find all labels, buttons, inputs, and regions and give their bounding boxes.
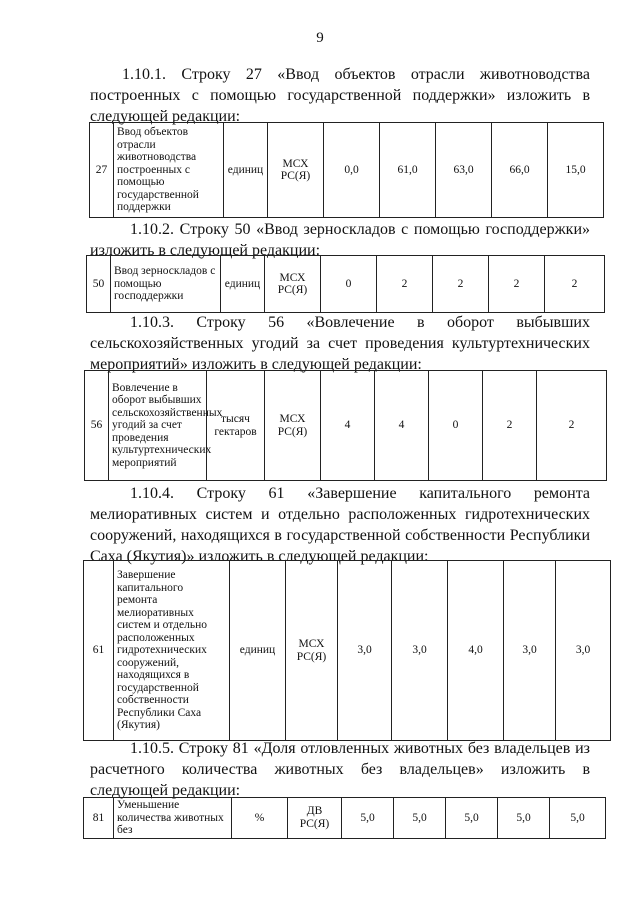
organization-cell: ДВ РС(Я) xyxy=(288,798,342,839)
value-cell: 5,0 xyxy=(550,798,606,839)
value-cell: 0 xyxy=(429,371,483,481)
row-number: 27 xyxy=(90,123,114,218)
row-number: 61 xyxy=(84,561,114,741)
value-cell: 5,0 xyxy=(342,798,394,839)
organization-cell: МСХ РС(Я) xyxy=(268,123,324,218)
unit-cell: единиц xyxy=(230,561,286,741)
value-cell: 63,0 xyxy=(436,123,492,218)
page-number: 9 xyxy=(316,30,324,46)
value-cell: 5,0 xyxy=(498,798,550,839)
value-cell: 4 xyxy=(321,371,375,481)
value-cell: 2 xyxy=(433,256,489,313)
value-cell: 5,0 xyxy=(446,798,498,839)
row-number: 50 xyxy=(87,256,111,313)
organization-cell: МСХ РС(Я) xyxy=(265,256,321,313)
value-cell: 3,0 xyxy=(392,561,448,741)
table-row-61 xyxy=(83,560,611,741)
paragraph-1-10-1: 1.10.1. Строку 27 «Ввод объектов отрасли животноводства построенных с помощью государственной поддержки» изложить в следующей редакции: xyxy=(90,66,590,125)
value-cell: 2 xyxy=(377,256,433,313)
value-cell: 61,0 xyxy=(380,123,436,218)
indicator-name: Вовлечение в оборот выбывших сельскохозяйственных угодий за счет проведения культуртехнических мероприятий xyxy=(109,371,207,481)
unit-cell: единиц xyxy=(221,256,265,313)
value-cell: 2 xyxy=(545,256,605,313)
value-cell: 3,0 xyxy=(504,561,556,741)
row-number: 56 xyxy=(85,371,109,481)
indicator-name: Уменьшение количества животных без xyxy=(114,798,232,839)
paragraph-1-10-3: 1.10.3. Строку 56 «Вовлечение в оборот выбывших сельскохозяйственных угодий за счет проведения культуртехнических мероприятий» изложить в следующей редакции: xyxy=(90,314,590,373)
table-row-50 xyxy=(86,255,605,313)
value-cell: 4,0 xyxy=(448,561,504,741)
value-cell: 3,0 xyxy=(338,561,392,741)
table-row-56 xyxy=(84,370,607,481)
value-cell: 2 xyxy=(537,371,607,481)
paragraph-1-10-5: 1.10.5. Строку 81 «Доля отловленных животных без владельцев из расчетного количества животных без владельцев» изложить в следующей редакции: xyxy=(90,740,590,799)
indicator-name: Ввод зерноскладов с помощью господдержки xyxy=(111,256,221,313)
indicator-name: Завершение капитального ремонта мелиоративных систем и отдельно расположенных гидротехнических сооружений, находящихся в государственной собственности Республики Саха (Якутия) xyxy=(114,561,230,741)
unit-cell: тысяч гектаров xyxy=(207,371,265,481)
value-cell: 5,0 xyxy=(394,798,446,839)
paragraph-1-10-2: 1.10.2. Строку 50 «Ввод зерноскладов с помощью господдержки» изложить в следующей редакции: xyxy=(90,221,590,259)
indicator-name: Ввод объектов отрасли животноводства построенных с помощью государственной поддержки xyxy=(114,123,224,218)
value-cell: 0,0 xyxy=(324,123,380,218)
value-cell: 15,0 xyxy=(548,123,604,218)
unit-cell: % xyxy=(232,798,288,839)
organization-cell: МСХ РС(Я) xyxy=(265,371,321,481)
value-cell: 4 xyxy=(375,371,429,481)
paragraph-1-10-4: 1.10.4. Строку 61 «Завершение капитального ремонта мелиоративных систем и отдельно расположенных гидротехнических сооружений, находящихся в государственной собственности Республики Саха (Якутия)» изложить в следующей редакции: xyxy=(90,485,590,565)
table-row-27 xyxy=(89,122,604,218)
row-number: 81 xyxy=(84,798,114,839)
value-cell: 3,0 xyxy=(556,561,611,741)
value-cell: 0 xyxy=(321,256,377,313)
organization-cell: МСХ РС(Я) xyxy=(286,561,338,741)
value-cell: 2 xyxy=(489,256,545,313)
table-row-81 xyxy=(83,797,606,839)
value-cell: 66,0 xyxy=(492,123,548,218)
value-cell: 2 xyxy=(483,371,537,481)
unit-cell: единиц xyxy=(224,123,268,218)
